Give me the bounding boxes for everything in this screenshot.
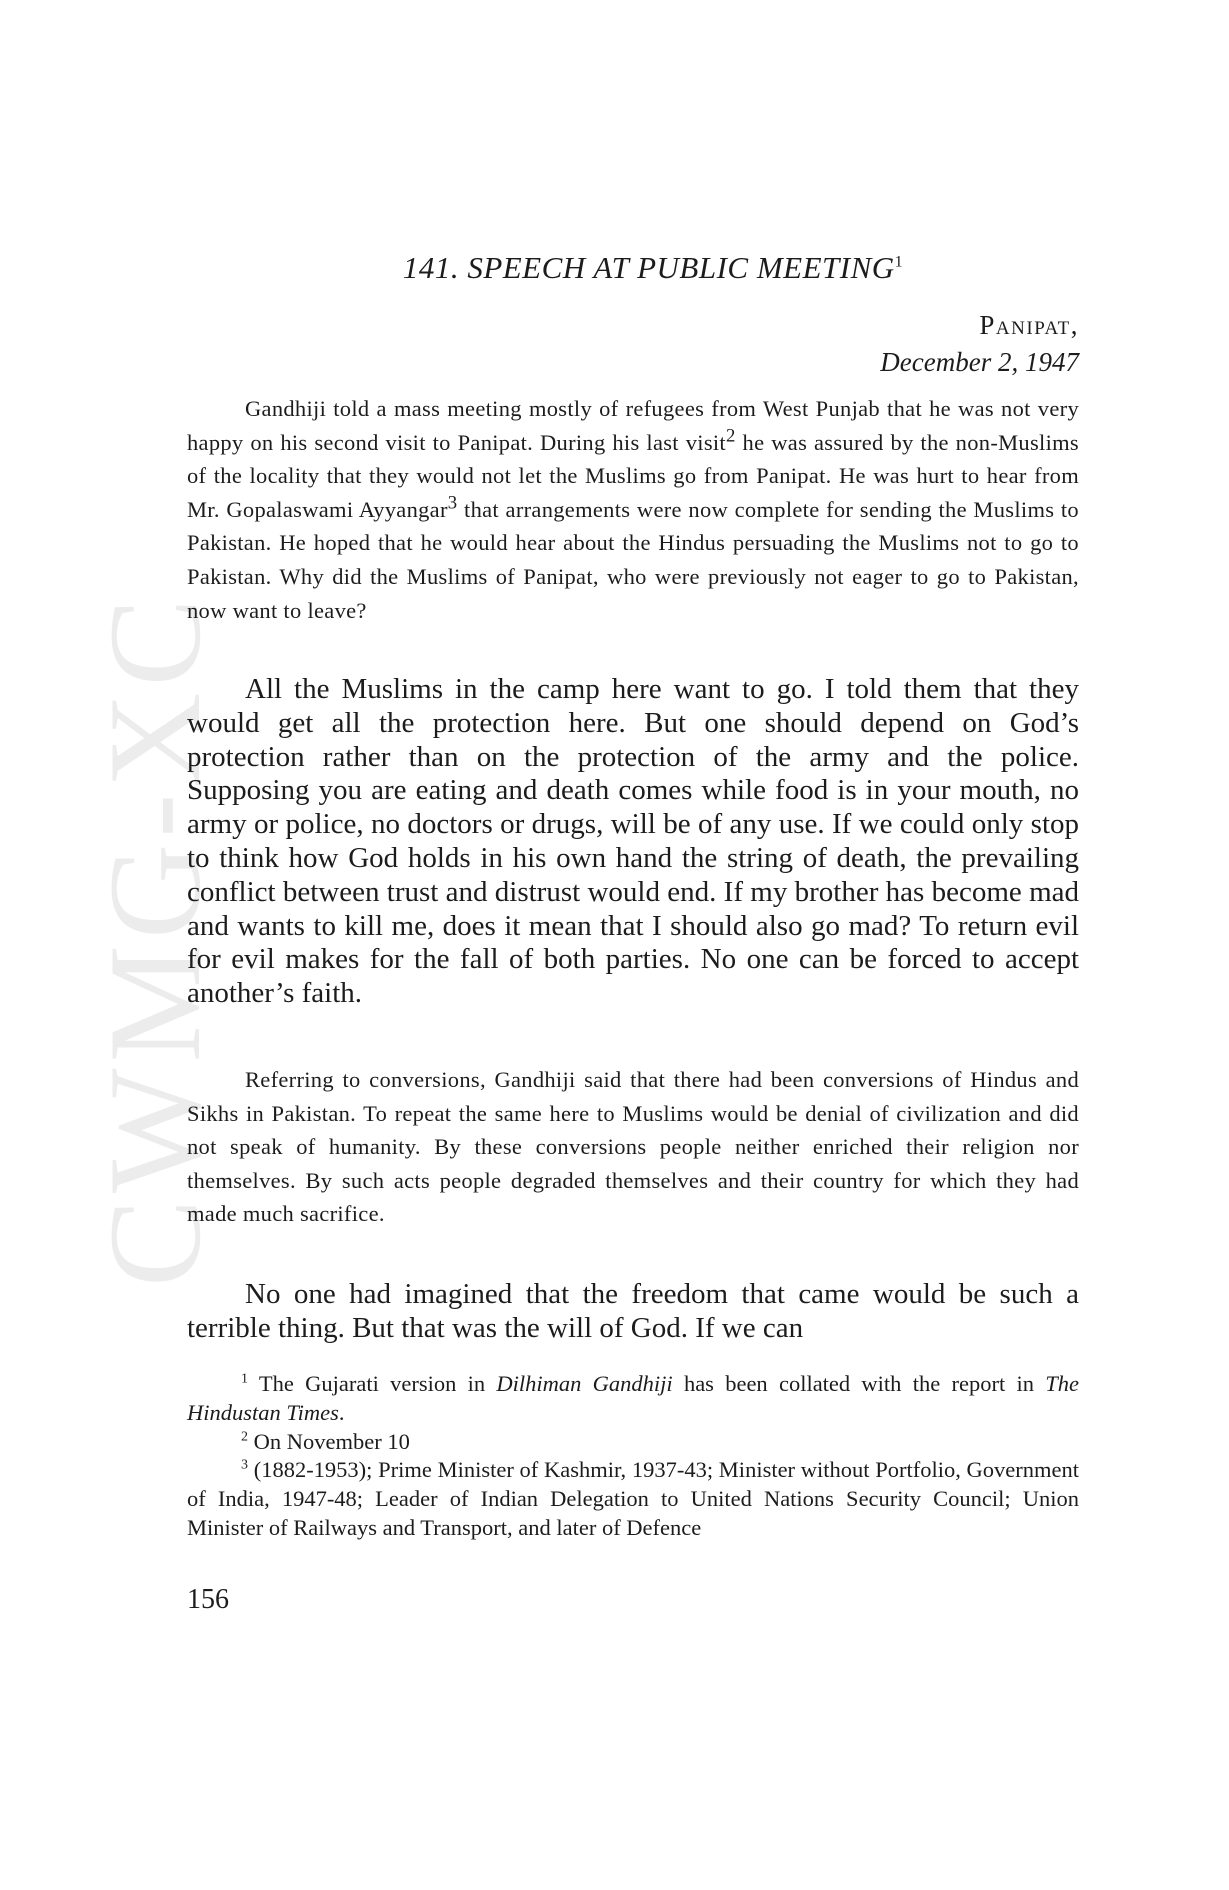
footnote-text: (1882-1953); Prime Minister of Kashmir, 1937-43; Minister without Portfolio, Government of India, 1947-48; Leader of Indian Delegation to United Nations Security Council; Union Minister of Railways and Transport, and later of Defence	[187, 1457, 1079, 1540]
paragraph-text: he was assured by the non-Muslims of the locality that they would not let the Muslims go from Panipat. He was hurt to hear from Mr. Gopalaswami Ayyangar	[187, 429, 1079, 522]
report-paragraph-1	[187, 392, 1079, 627]
footnote-mark[interactable]: 1	[894, 253, 904, 271]
dateline-place: Panipat,	[979, 310, 1079, 340]
title-text: 141. SPEECH AT PUBLIC MEETING	[402, 250, 895, 285]
speech-paragraph-2: No one had imagined that the freedom that came would be such a terrible thing. But that was the will of God. If we can	[187, 1278, 1079, 1344]
footnote-italic: Dilhiman Gandhiji	[496, 1371, 673, 1396]
document-title	[187, 250, 1079, 286]
footnote-mark[interactable]: 2	[725, 425, 736, 447]
footnotes	[187, 1370, 1079, 1543]
footnote-italic: The Hindustan Times	[187, 1371, 1079, 1425]
footnote-1	[187, 1370, 1079, 1428]
paragraph-text: Gandhiji told a mass meeting mostly of refugees from West Punjab that he was not very happy on his second visit to Panipat. During his last visit	[187, 396, 1079, 455]
footnote-text: The Gujarati version in	[248, 1371, 497, 1396]
footnote-2	[187, 1428, 1079, 1457]
paragraph-text: that arrangements were now complete for sending the Muslims to Pakistan. He hoped that he would hear about the Hindus persuading the Muslims not to go to Pakistan. Why did the Muslims of Panipat, who were previously not eager to go to Pakistan, now want to leave?	[187, 496, 1079, 623]
footnote-text: .	[338, 1399, 345, 1425]
watermark: CWMG-XC	[81, 592, 228, 1288]
report-paragraph-2: Referring to conversions, Gandhiji said that there had been conversions of Hindus and Sikhs in Pakistan. To repeat the same here to Muslims would be denial of civilization and did not speak of humanity. By these conversions people neither enriched their religion nor themselves. By such acts people degraded themselves and their country for which they had made much sacrifice.	[187, 1067, 1079, 1227]
footnote-number: 3	[241, 1457, 248, 1473]
footnote-mark[interactable]: 3	[447, 492, 458, 514]
footnote-text: has been collated with the report in	[672, 1371, 1046, 1396]
footnote-number: 2	[241, 1429, 248, 1445]
footnote-number: 1	[241, 1371, 248, 1387]
page-number: 156	[187, 1584, 229, 1615]
footnote-3	[187, 1456, 1079, 1542]
speech-paragraph-1: All the Muslims in the camp here want to go. I told them that they would get all the protection here. But one should depend on God’s protection rather than on the protection of the army and the police. Supposing you are eating and death comes while food is in your mouth, no army or police, no doctors or drugs, will be of any use. If we could only stop to think how God holds in his own hand the string of death, the prevailing conflict between trust and distrust would end. If my brother has become mad and wants to kill me, does it mean that I should also go mad? To return evil for evil makes for the fall of both parties. No one can be forced to accept another’s faith.	[187, 673, 1079, 1010]
footnote-text: On November 10	[248, 1428, 410, 1454]
dateline-date: December 2, 1947	[880, 347, 1079, 377]
